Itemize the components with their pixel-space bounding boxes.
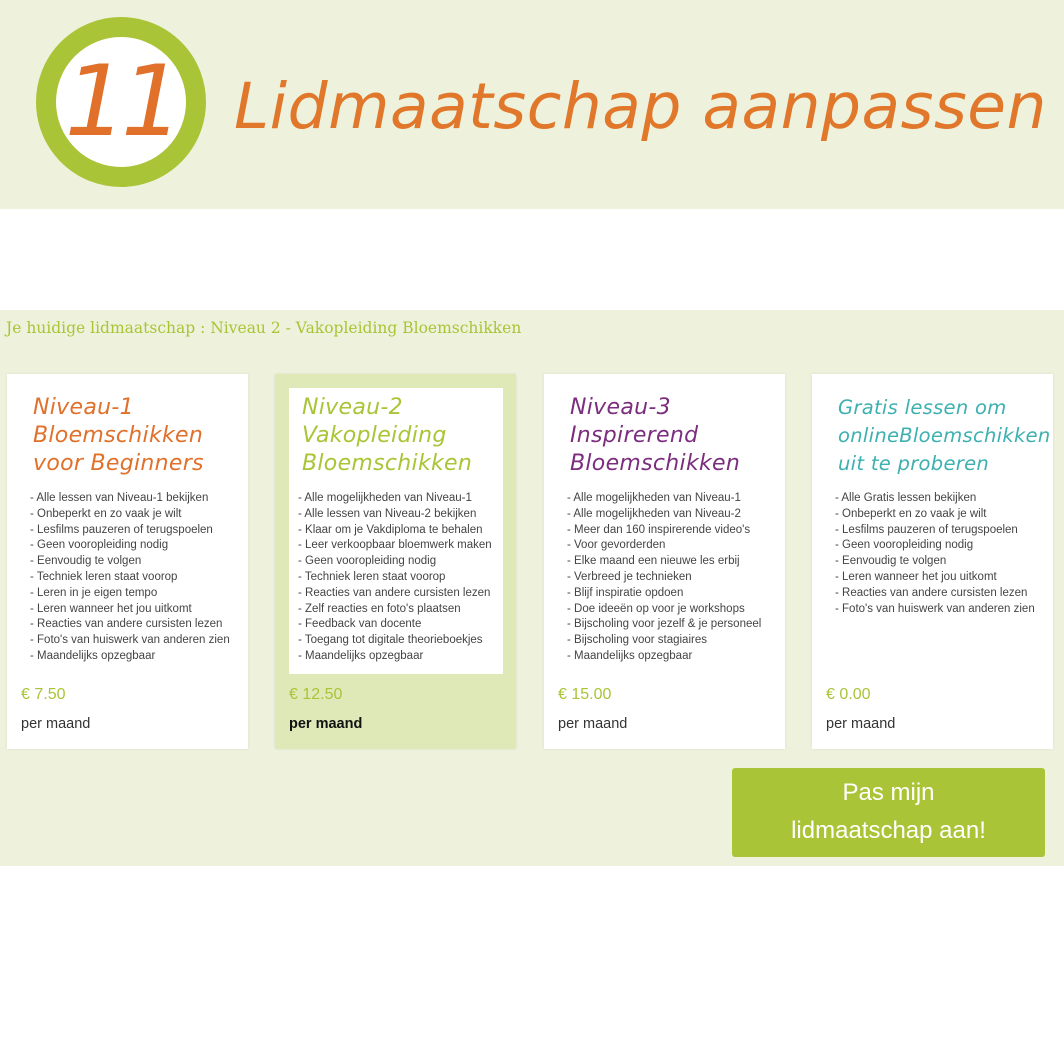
plan-feature: - Reacties van andere cursisten lezen — [298, 586, 491, 599]
plan-feature: - Leren wanneer het jou uitkomt — [835, 570, 997, 583]
change-membership-button[interactable] — [732, 768, 1045, 857]
current-membership-label: Je huidige lidmaatschap : Niveau 2 - Vakopleiding Bloemschikken — [6, 319, 522, 337]
plan-feature: - Techniek leren staat voorop — [30, 570, 178, 583]
plan-feature: - Verbreed je technieken — [567, 570, 692, 583]
plan-feature-list — [298, 491, 516, 665]
plan-feature: - Onbeperkt en zo vaak je wilt — [30, 507, 182, 520]
plan-title-line: voor Beginners — [33, 451, 204, 476]
plan-price: € 7.50 — [21, 686, 66, 703]
plan-card-niveau-3[interactable] — [544, 374, 785, 749]
plan-price: € 12.50 — [289, 686, 343, 703]
plan-period: per maand — [21, 716, 91, 732]
plan-price: € 0.00 — [826, 686, 871, 703]
plan-feature: - Alle lessen van Niveau-2 bekijken — [298, 507, 477, 520]
plan-period: per maand — [558, 716, 628, 732]
plan-feature: - Alle mogelijkheden van Niveau-2 — [567, 507, 741, 520]
plan-feature: - Maandelijks opzegbaar — [30, 649, 156, 662]
plan-title-line: Niveau-1 — [33, 395, 134, 420]
plan-feature: - Leer verkoopbaar bloemwerk maken — [298, 539, 492, 552]
plan-feature: - Alle mogelijkheden van Niveau-1 — [567, 492, 741, 504]
plan-feature: - Maandelijks opzegbaar — [298, 649, 424, 662]
plan-feature: - Onbeperkt en zo vaak je wilt — [835, 507, 987, 520]
plan-feature: - Maandelijks opzegbaar — [567, 649, 693, 662]
plan-title-line: Bloemschikken — [33, 423, 204, 448]
plan-feature: - Reacties van andere cursisten lezen — [835, 586, 1028, 599]
plan-feature: - Leren in je eigen tempo — [30, 586, 158, 599]
plan-title — [838, 394, 1051, 478]
cta-label-line: Pas mijn — [842, 779, 935, 806]
plan-feature: - Lesfilms pauzeren of terugspoelen — [30, 523, 213, 536]
plan-feature: - Blijf inspiratie opdoen — [567, 586, 684, 599]
plan-title-line: Vakopleiding — [302, 423, 447, 448]
plan-feature: - Elke maand een nieuwe les erbij — [567, 555, 740, 568]
plan-feature: - Voor gevorderden — [567, 539, 666, 552]
step-number-badge — [36, 17, 206, 187]
plan-feature: - Klaar om je Vakdiploma te behalen — [298, 523, 483, 536]
plan-period: per maand — [289, 716, 363, 732]
page-title: Lidmaatschap aanpassen — [234, 70, 1047, 143]
plan-feature: - Foto's van huiswerk van anderen zien — [835, 602, 1035, 615]
plan-title — [570, 394, 780, 478]
plan-feature: - Bijscholing voor jezelf & je personeel — [567, 618, 762, 631]
step-number: 11 — [64, 45, 178, 159]
plan-feature: - Toegang tot digitale theorieboekjes — [298, 634, 483, 647]
plan-title-line: Gratis lessen om — [838, 396, 1007, 419]
plan-feature: - Foto's van huiswerk van anderen zien — [30, 634, 230, 647]
plan-feature: - Leren wanneer het jou uitkomt — [30, 602, 192, 615]
plan-feature-list — [567, 491, 785, 665]
plan-feature: - Lesfilms pauzeren of terugspoelen — [835, 523, 1018, 536]
plan-feature: - Meer dan 160 inspirerende video's — [567, 523, 751, 536]
plan-feature: - Alle mogelijkheden van Niveau-1 — [298, 492, 472, 504]
membership-panel — [0, 310, 1064, 866]
plan-feature-list — [835, 491, 1053, 617]
header-banner — [0, 0, 1064, 209]
plan-price: € 15.00 — [558, 686, 612, 703]
plan-title-line: Bloemschikken — [570, 451, 741, 476]
plan-card-content — [289, 388, 503, 674]
plan-title-line: Inspirerend — [570, 423, 699, 448]
cta-label-line: lidmaatschap aan! — [791, 817, 986, 844]
plan-feature: - Geen vooropleiding nodig — [835, 539, 974, 552]
plan-title-line: Bloemschikken — [302, 451, 473, 476]
plan-title-line: Niveau-2 — [302, 395, 403, 420]
plan-feature: - Reacties van andere cursisten lezen — [30, 618, 223, 631]
plan-feature: - Doe ideeën op voor je workshops — [567, 602, 745, 615]
plan-feature: - Bijscholing voor stagiaires — [567, 634, 707, 647]
plan-title — [302, 394, 512, 478]
plan-card-niveau-2[interactable] — [275, 374, 516, 749]
plan-feature: - Geen vooropleiding nodig — [30, 539, 169, 552]
plan-card-niveau-1[interactable] — [7, 374, 248, 749]
plan-title-line: Niveau-3 — [570, 395, 671, 420]
plan-card-gratis[interactable] — [812, 374, 1053, 749]
plan-feature: - Alle lessen van Niveau-1 bekijken — [30, 492, 209, 504]
plan-feature: - Techniek leren staat voorop — [298, 570, 446, 583]
plan-feature: - Alle Gratis lessen bekijken — [835, 492, 977, 504]
plan-feature: - Feedback van docente — [298, 618, 422, 631]
plan-feature: - Zelf reacties en foto's plaatsen — [298, 602, 461, 615]
plan-feature: - Geen vooropleiding nodig — [298, 555, 437, 568]
plan-title-line: onlineBloemschikken — [838, 424, 1051, 447]
plan-title — [33, 394, 243, 478]
plan-feature-list — [30, 491, 248, 665]
plan-period: per maand — [826, 716, 896, 732]
plan-title-line: uit te proberen — [838, 452, 990, 475]
plan-feature: - Eenvoudig te volgen — [835, 555, 947, 568]
plan-feature: - Eenvoudig te volgen — [30, 555, 142, 568]
